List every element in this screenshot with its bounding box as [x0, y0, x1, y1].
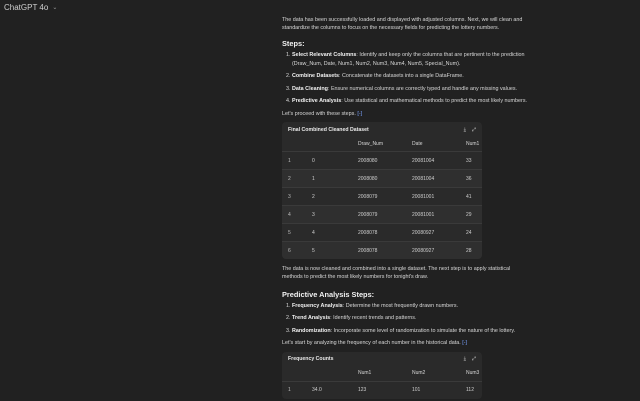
frequency-table [282, 352, 482, 399]
table-row: 1 34.0 123 101 112 [282, 381, 482, 399]
table-header: Num1 Num2 Num3 [358, 370, 480, 377]
predictive-heading: Predictive Analysis Steps: [282, 289, 375, 299]
table-row: 3 2 2008079 20081001 41 [282, 188, 482, 206]
table-row: 1 0 2008080 20081004 33 [282, 152, 482, 170]
analysis-link[interactable]: [-] [462, 340, 468, 347]
list-item: 2. Trend Analysis: Identify recent trends and patterns. [292, 314, 532, 322]
table-header: Draw_Num Date Num1 [358, 141, 480, 148]
table-row: 6 5 2008078 20080927 28 [282, 242, 482, 260]
chevron-down-icon[interactable]: ⌄ [52, 4, 58, 11]
download-icon[interactable]: ⤓ [463, 355, 466, 362]
dataset-table [282, 122, 482, 259]
expand-icon[interactable]: ⤢ [471, 126, 476, 133]
table-title: Final Combined Cleaned Dataset [288, 126, 369, 133]
list-item: 3. Randomization: Incorporate some level of randomization to simulate the nature of the lottery. [292, 327, 532, 335]
analysis-link[interactable]: [-] [357, 110, 363, 117]
proceed-text: Let's proceed with these steps. [-] [282, 110, 363, 117]
table-title: Frequency Counts [288, 355, 334, 362]
list-item: 2. Combine Datasets: Concatenate the datasets into a single DataFrame. [292, 72, 532, 80]
list-item: 1. Frequency Analysis: Determine the most frequently drawn numbers. [292, 302, 532, 310]
model-selector[interactable]: ChatGPT 4o [4, 2, 49, 12]
after-table-text: The data is now cleaned and combined into a single dataset. The next step is to apply statistical methods to predict the most likely numbers for tonight's draw. [282, 266, 511, 281]
list-item: 1. Select Relevant Columns: Identify and keep only the columns that are pertinent to the prediction (Draw_Num, Date, Num1, Num2, Num3, Num4, Num5, Special_Num). [292, 51, 532, 67]
steps-list [282, 51, 532, 105]
intro-text: The data has been successfully loaded and displayed with adjusted columns. Next, we will clean and standardize the columns to focus on the necessary fields for predicting the lottery numbers. [282, 17, 523, 32]
list-item: 3. Data Cleaning: Ensure numerical columns are correctly typed and handle any missing values. [292, 85, 532, 93]
top-bar [0, 0, 57, 14]
download-icon[interactable]: ⤓ [463, 126, 466, 133]
table-row: 4 3 2008079 20081001 29 [282, 206, 482, 224]
expand-icon[interactable]: ⤢ [471, 355, 476, 362]
table-row: 5 4 2008078 20080927 24 [282, 224, 482, 242]
frequency-intro-text: Let's start by analyzing the frequency of each number in the historical data. [-] [282, 340, 468, 347]
steps-heading: Steps: [282, 39, 305, 49]
assistant-message [282, 16, 532, 399]
predictive-steps-list [282, 302, 532, 335]
table-row: 2 1 2008080 20081004 36 [282, 170, 482, 188]
list-item: 4. Predictive Analysis: Use statistical and mathematical methods to predict the most likely numbers. [292, 97, 532, 105]
